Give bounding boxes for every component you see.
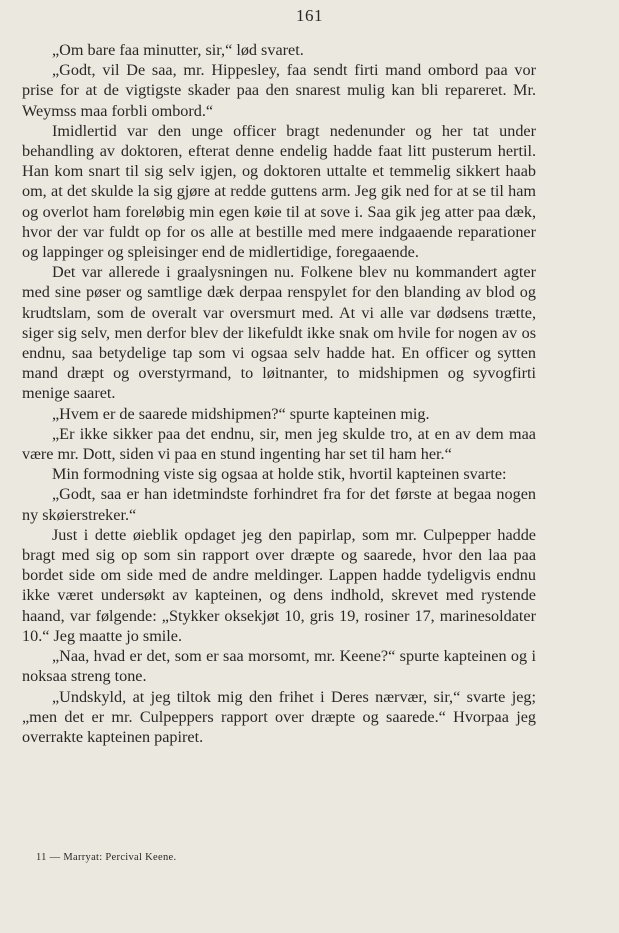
- paragraph: „Godt, saa er han idetmindste forhindret fra for det første at begaa nogen ny skøierstreker.“: [22, 485, 536, 524]
- paragraph: „Er ikke sikker paa det endnu, sir, men jeg skulde tro, at en av dem maa være mr. Dott, siden vi paa en stund ingenting har set til ham her.“: [22, 424, 536, 464]
- paragraph: „Hvem er de saarede midshipmen?“ spurte kapteinen mig.: [52, 404, 430, 423]
- paragraph: „Godt, vil De saa, mr. Hippesley, faa sendt firti mand ombord paa vor prise for at de vigtigste skader paa den snarest mulig kan bli repareret. Mr. Weymss maa forbli ombord.“: [22, 61, 536, 120]
- body-text: [22, 40, 536, 747]
- paragraph: „Undskyld, at jeg tiltok mig den frihet i Deres nærvær, sir,“ svarte jeg; „men det er mr. Culpeppers rapport over dræpte og saarede.“ Hvorpaa jeg overrakte kapteinen papiret.: [22, 687, 536, 746]
- paragraph: „Naa, hvad er det, som er saa morsomt, mr. Keene?“ spurte kapteinen og i noksaa streng tone.: [22, 647, 536, 686]
- paragraph: Det var allerede i graalysningen nu. Folkene blev nu kommandert agter med sine pøser og samtlige dæk derpaa renspylet for den blanding av blod og krudtslam, som de overalt var oversmurt med. At vi alle var dødsens trætte, siger sig selv, men derfor blev der likefuldt ikke snak om hvile for nogen av os endnu, saa betydelige tap som vi ogsaa selv hadde hat. En officer og sytten mand dræpt og overstyrmand, to løitnanter, to midshipmen og syvogfirti menige saaret.: [22, 263, 536, 403]
- paragraph: „Om bare faa minutter, sir,“ lød svaret.: [52, 41, 304, 59]
- paragraph: Imidlertid var den unge officer bragt nedenunder og her tat under behandling av doktoren, efterat denne endelig hadde faat litt pusterum hertil. Han kom snart til sig selv igjen, og doktoren uttalte et temmelig sikkert haab om, at det skulde la sig gjøre at redde guttens arm. Jeg gik ned for at se til ham og overlot ham foreløbig min egen køie til at sove i. Saa gik jeg atter paa dæk, hvor der var fuldt op for os alle at bestille med mere indgaaende reparationer og lappinger og spleisinger end de midlertidige, foregaaende.: [22, 121, 536, 262]
- paragraph: Min formodning viste sig ogsaa at holde stik, hvortil kapteinen svarte:: [52, 465, 507, 484]
- page-footer: 11 — Marryat: Percival Keene.: [36, 852, 177, 863]
- page-number: 161: [296, 6, 323, 25]
- paragraph: Just i dette øieblik opdaget jeg den papirlap, som mr. Culpepper hadde bragt med sig op som sin rapport over dræpte og saarede, hvor den laa paa bordet side om side med de andre meldinger. Lappen hadde tydeligvis endnu ikke været undersøkt av kapteinen, og dens indhold, skrevet med rystende haand, var følgende: „Stykker oksekjøt 10, gris 19, rosiner 17, marinesoldater 10.“ Jeg maatte jo smile.: [22, 525, 536, 645]
